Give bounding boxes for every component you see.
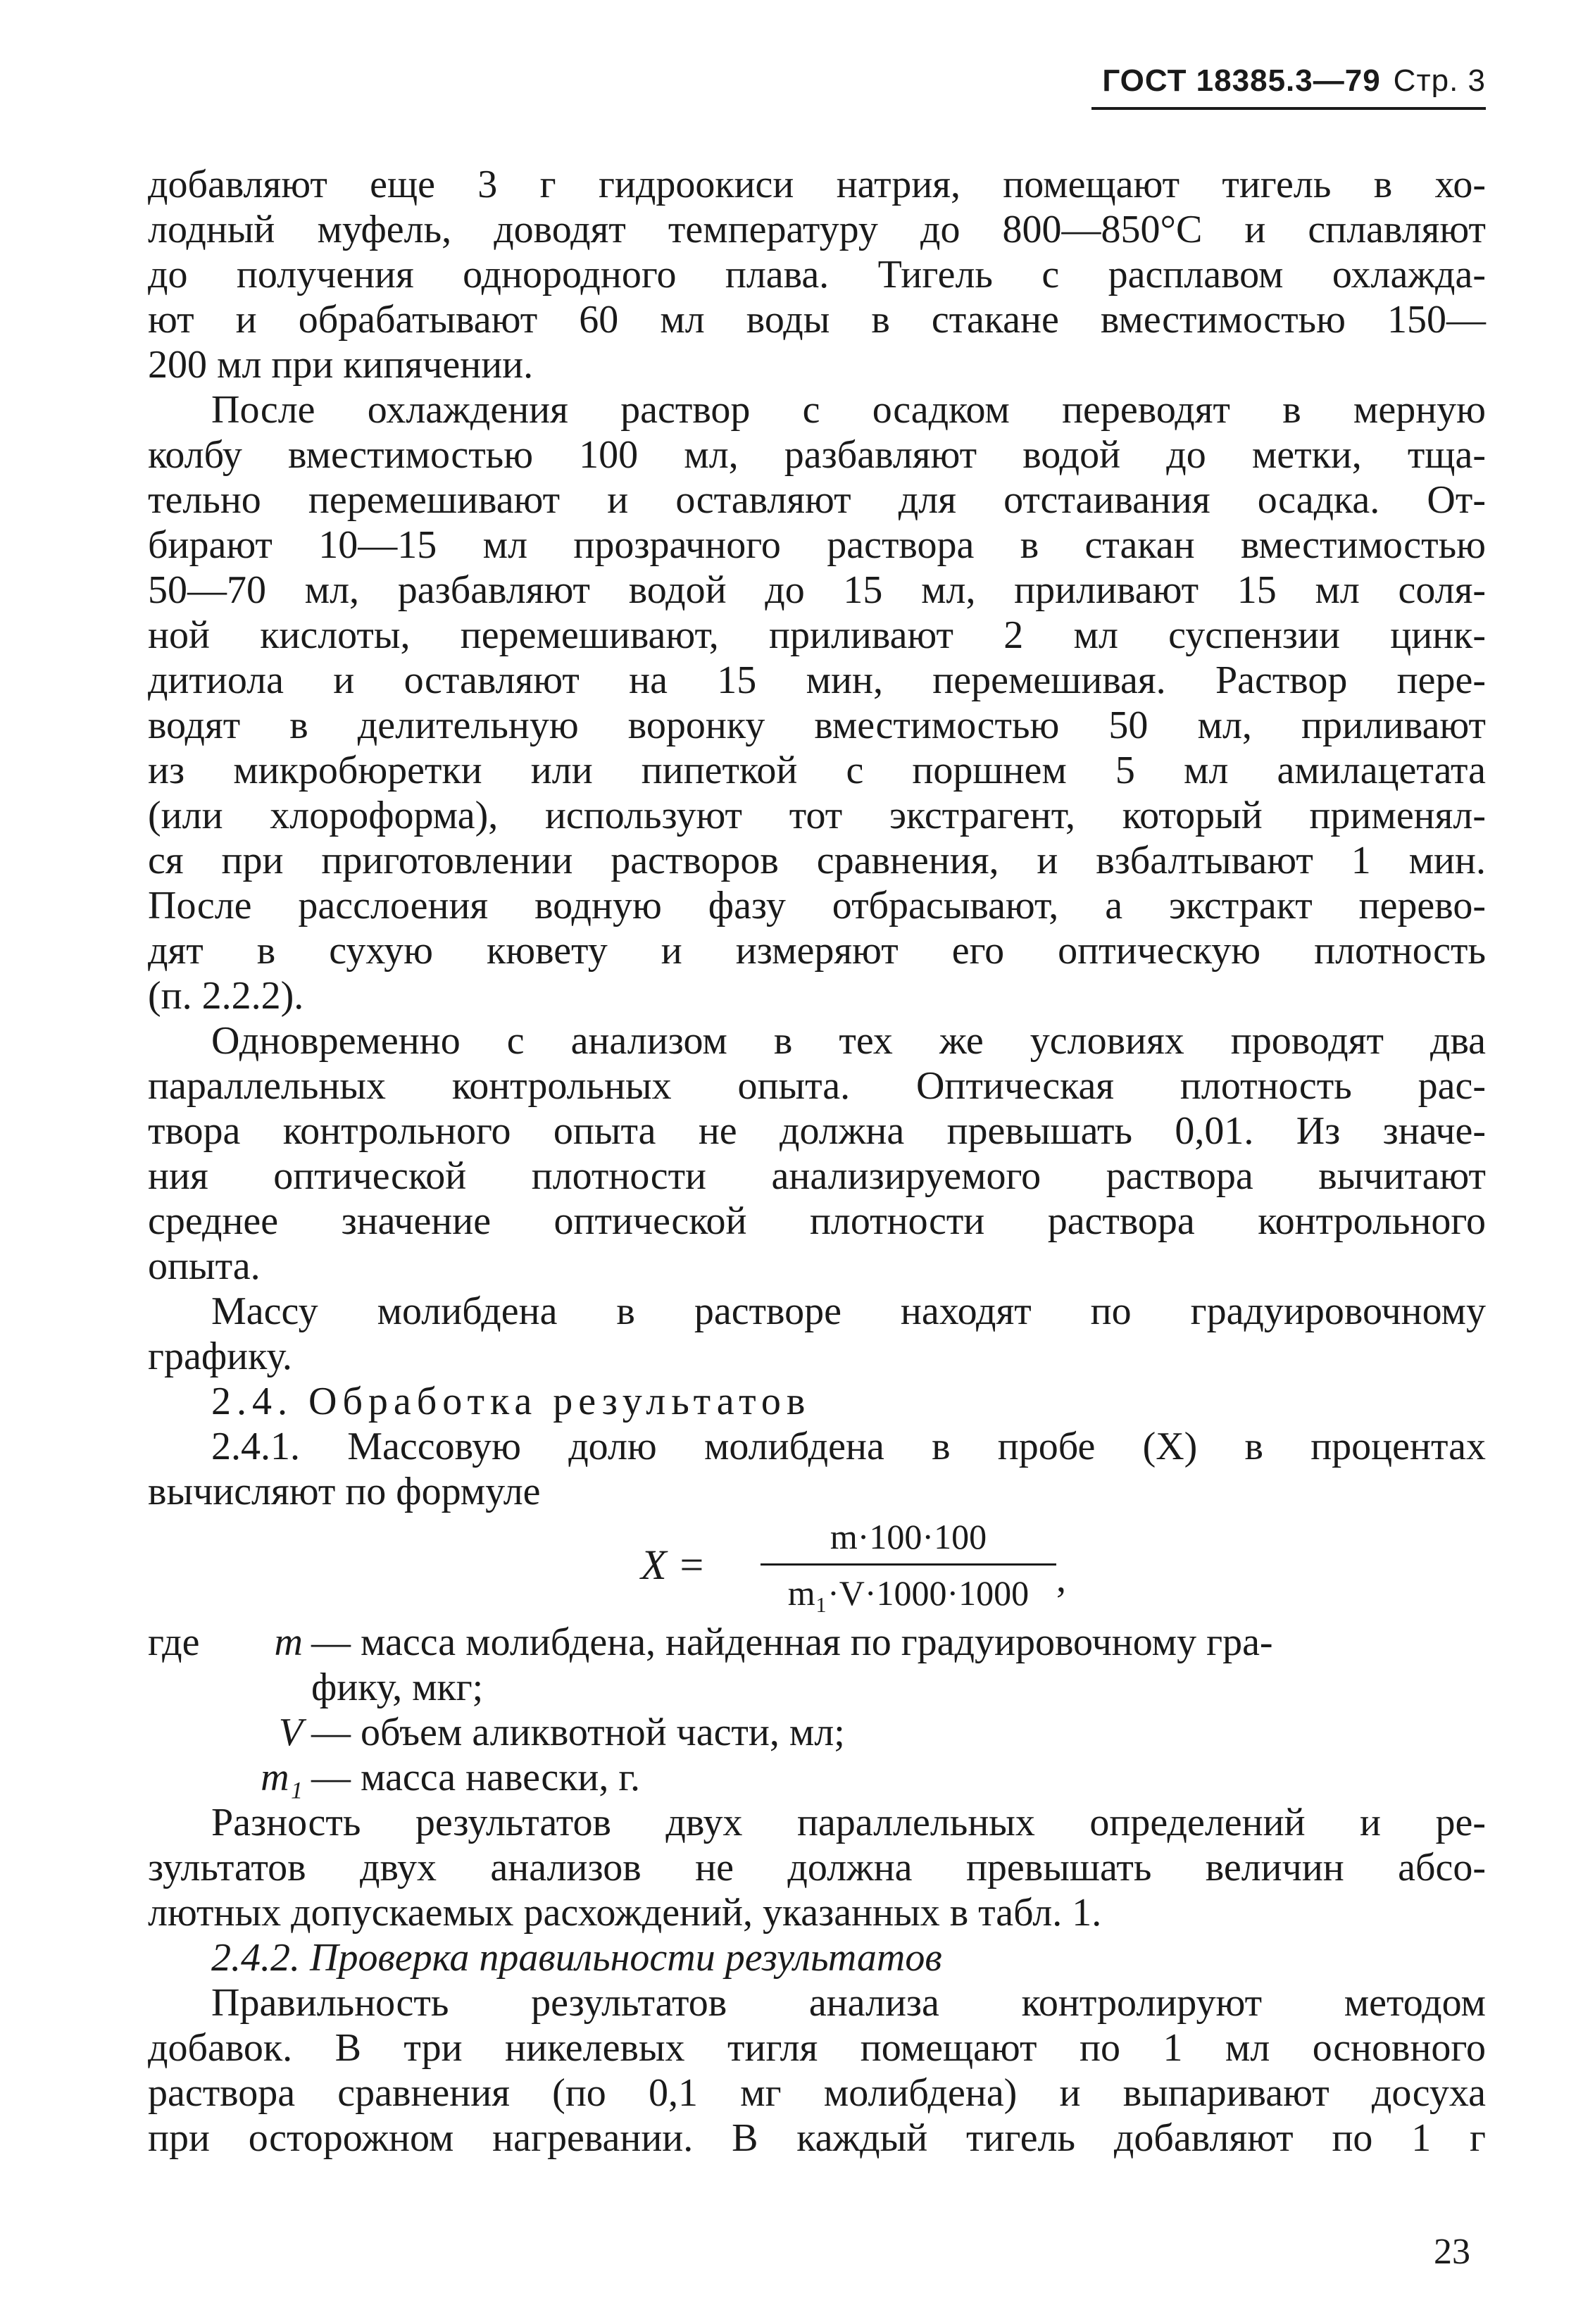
paragraph-4	[148, 1289, 1486, 1379]
document-id: ГОСТ 18385.3—79	[1102, 63, 1381, 98]
section-heading: 2.4. Обработка результатов	[211, 1380, 811, 1423]
text-line: 2.4.1. Массовую долю молибдена в пробе (X) в процентах	[211, 1425, 1486, 1468]
fraction-bar	[761, 1563, 1056, 1566]
text-line: параллельных контрольных опыта. Оптическая плотность рас-	[148, 1064, 1486, 1108]
text-line: до получения однородного плава. Тигель с расплавом охлажда-	[148, 253, 1486, 296]
text-line: ся при приготовлении растворов сравнения, и взбалтывают 1 мин.	[148, 839, 1486, 882]
variable-legend	[148, 1620, 1486, 1800]
legend-text: — объем аликвотной части, мл;	[311, 1711, 845, 1754]
text-line: Правильность результатов анализа контролируют методом	[211, 1981, 1486, 2025]
text-line: ют и обрабатывают 60 мл воды в стакане вместимостью 150—	[148, 298, 1486, 342]
paragraph-3	[148, 1018, 1486, 1289]
text-line: опыта.	[148, 1244, 261, 1288]
legend-row	[148, 1620, 1486, 1665]
text-line: Одновременно с анализом в тех же условиях проводят два	[211, 1019, 1486, 1063]
text-line: колбу вместимостью 100 мл, разбавляют водой до метки, тща-	[148, 433, 1486, 477]
text-line: графику.	[148, 1335, 292, 1378]
legend-symbol: m	[274, 1620, 303, 1664]
text-line: из микробюретки или пипеткой с поршнем 5 мл амилацетата	[148, 749, 1486, 792]
formula	[148, 1514, 1486, 1620]
header-rule	[1091, 107, 1486, 110]
text-line: бирают 10—15 мл прозрачного раствора в стакан вместимостью	[148, 523, 1486, 567]
formula-lhs: X =	[641, 1542, 706, 1588]
text-line: твора контрольного опыта не должна превышать 0,01. Из значе-	[148, 1109, 1486, 1153]
legend-text: — масса молибдена, найденная по градуировочному гра-	[311, 1620, 1273, 1664]
legend-row	[148, 1755, 1486, 1800]
legend-continuation: фику, мкг;	[311, 1666, 484, 1709]
page-number: 23	[1434, 2232, 1470, 2272]
paragraph-1	[148, 162, 1486, 387]
text-line: тельно перемешивают и оставляют для отстаивания осадка. От-	[148, 478, 1486, 522]
paragraph-7	[148, 1980, 1486, 2161]
text-line: Массу молибдена в растворе находят по градуировочному	[211, 1289, 1486, 1333]
text-line: лодный муфель, доводят температуру до 800—850°С и сплавляют	[148, 208, 1486, 251]
paragraph-2	[148, 387, 1486, 1018]
formula-numerator: m·100·100	[830, 1517, 987, 1556]
paragraph-5	[148, 1424, 1486, 1514]
legend-lead: где	[148, 1620, 200, 1664]
formula-comma: ,	[1056, 1557, 1066, 1601]
text-line: водят в делительную воронку вместимостью 50 мл, приливают	[148, 704, 1486, 747]
legend-text: — масса навески, г.	[311, 1756, 641, 1799]
paragraph-6	[148, 1800, 1486, 1935]
text-line: добавок. В три никелевых тигля помещают по 1 мл основного	[148, 2026, 1486, 2070]
legend-row	[148, 1710, 1486, 1755]
text-line: 50—70 мл, разбавляют водой до 15 мл, приливают 15 мл соля-	[148, 568, 1486, 612]
text-line: при осторожном нагревании. В каждый тигель добавляют по 1 г	[148, 2116, 1486, 2160]
running-header	[1102, 63, 1486, 99]
text-line: Разность результатов двух параллельных определений и ре-	[211, 1801, 1486, 1844]
text-line: 200 мл при кипячении.	[148, 343, 534, 387]
text-line: лютных допускаемых расхождений, указанных в табл. 1.	[148, 1891, 1102, 1935]
text-line: вычисляют по формуле	[148, 1470, 541, 1513]
text-line: ной кислоты, перемешивают, приливают 2 мл суспензии цинк-	[148, 613, 1486, 657]
text-line: раствора сравнения (по 0,1 мг молибдена) и выпаривают досуха	[148, 2071, 1486, 2115]
body-text	[148, 162, 1486, 2161]
page-label: Стр. 3	[1393, 63, 1486, 98]
text-line: зультатов двух анализов не должна превышать величин абсо-	[148, 1846, 1486, 1889]
text-line: дитиола и оставляют на 15 мин, перемешивая. Раствор пере-	[148, 658, 1486, 702]
text-line: (или хлороформа), используют тот экстрагент, который применял-	[148, 794, 1486, 837]
text-line: добавляют еще 3 г гидроокиси натрия, помещают тигель в хо-	[148, 163, 1486, 206]
text-line: среднее значение оптической плотности раствора контрольного	[148, 1199, 1486, 1243]
text-line: ния оптической плотности анализируемого раствора вычитают	[148, 1154, 1486, 1198]
text-line: После расслоения водную фазу отбрасывают, а экстракт перево-	[148, 884, 1486, 927]
subsection-heading: 2.4.2. Проверка правильности результатов	[211, 1936, 942, 1980]
text-line: дят в сухую кювету и измеряют его оптическую плотность	[148, 929, 1486, 973]
text-line: После охлаждения раствор с осадком переводят в мерную	[211, 388, 1486, 432]
formula-denominator: m₁·V·1000·1000	[787, 1573, 1030, 1613]
text-line: (п. 2.2.2).	[148, 974, 304, 1018]
legend-symbol: V	[278, 1711, 303, 1754]
legend-symbol: m₁	[261, 1756, 303, 1799]
